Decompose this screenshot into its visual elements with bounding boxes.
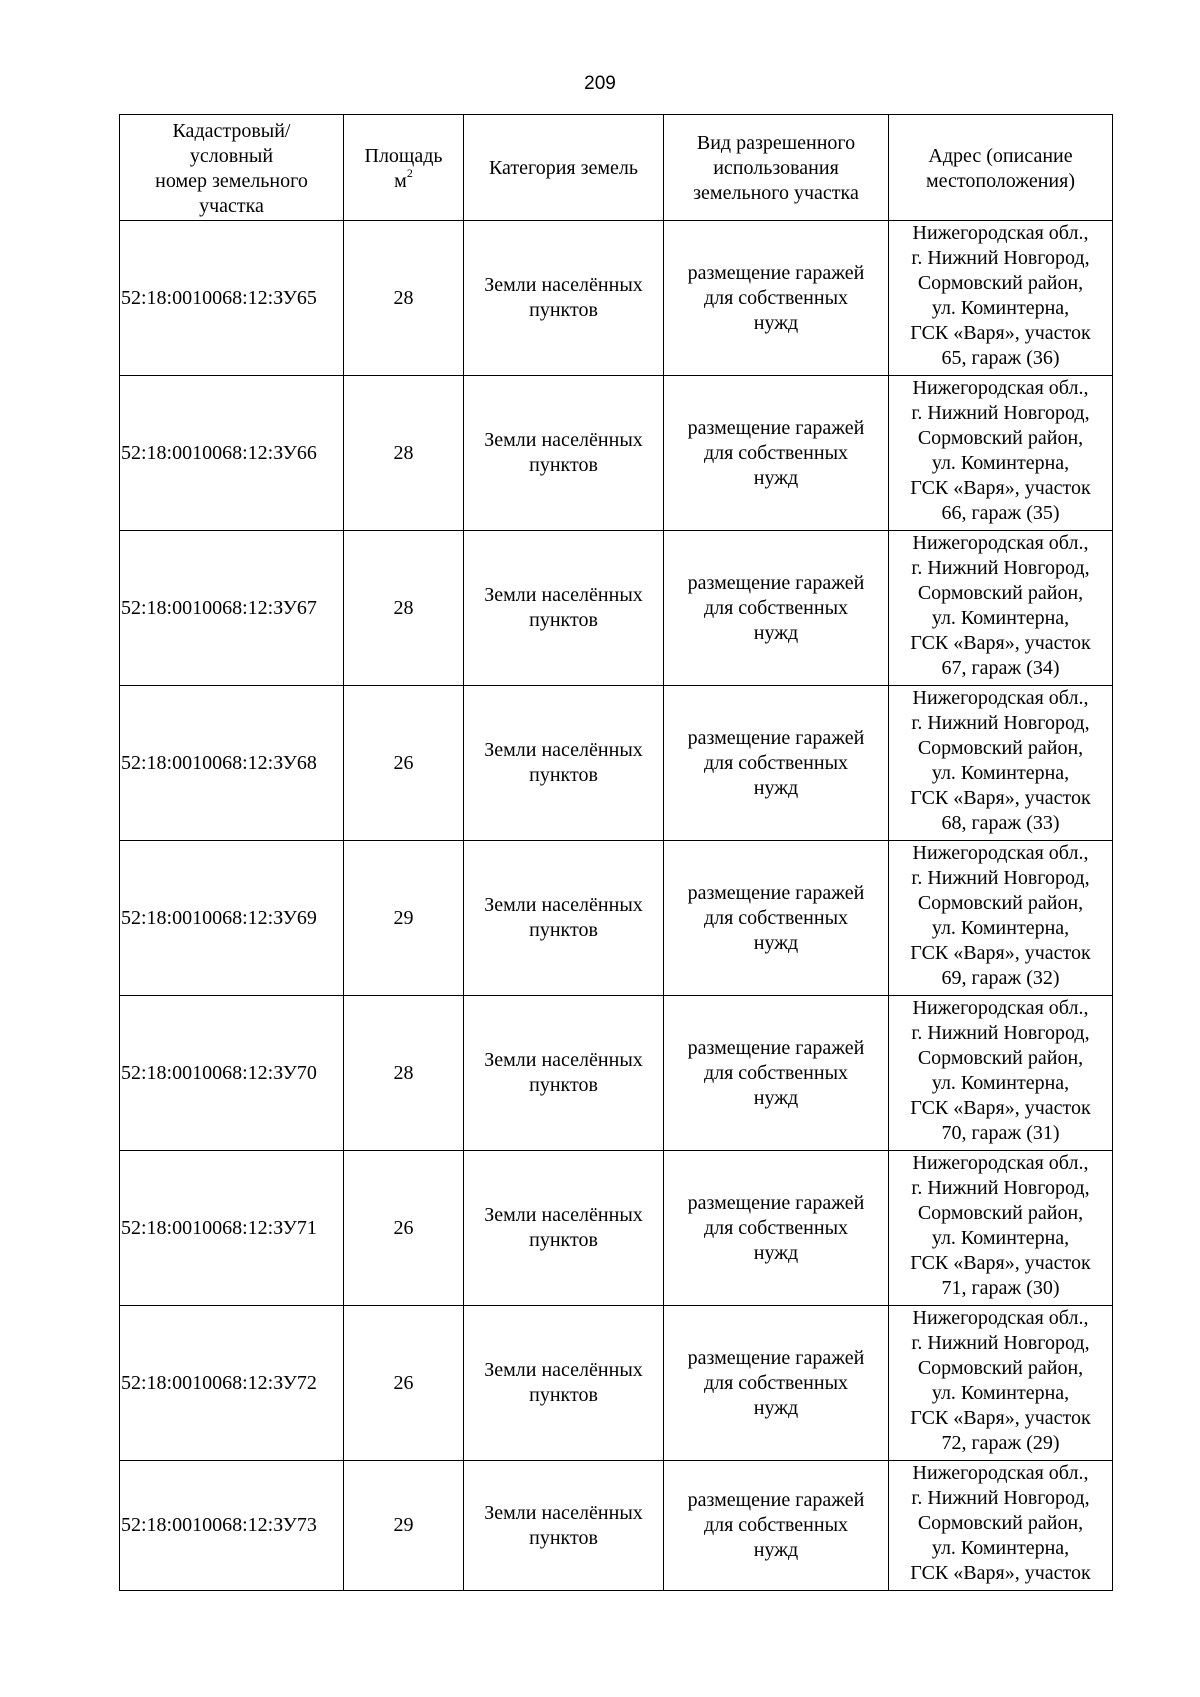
table-body	[120, 221, 1113, 1591]
cadastral-number-cell: 52:18:0010068:12:ЗУ70	[120, 996, 344, 1151]
area-cell: 26	[344, 1306, 464, 1461]
cadastral-number-cell: 52:18:0010068:12:ЗУ73	[120, 1461, 344, 1591]
address-line: г. Нижний Новгород,	[911, 402, 1090, 424]
address-line: ГСК «Варя», участок	[910, 1252, 1091, 1274]
address-line: ул. Коминтерна,	[931, 1072, 1070, 1094]
usage-line: нужд	[753, 621, 799, 644]
table-row	[120, 841, 1113, 996]
cadastral-number-cell: 52:18:0010068:12:ЗУ65	[120, 221, 344, 376]
page-number: 209	[584, 73, 616, 94]
category-line: пунктов	[529, 1229, 598, 1251]
address-line: ГСК «Варя», участок	[910, 1562, 1091, 1584]
usage-line: размещение гаражей	[687, 881, 865, 904]
usage-cell	[664, 686, 889, 841]
cadastral-number-cell: 52:18:0010068:12:ЗУ67	[120, 531, 344, 686]
usage-line: размещение гаражей	[687, 1346, 865, 1369]
usage-line: для собственных	[703, 1216, 849, 1239]
address-line: Сормовский район,	[917, 1202, 1084, 1224]
address-line: ул. Коминтерна,	[931, 607, 1070, 629]
address-line: Сормовский район,	[917, 1512, 1084, 1534]
cadastral-number-cell: 52:18:0010068:12:ЗУ69	[120, 841, 344, 996]
address-line: Сормовский район,	[917, 737, 1084, 759]
address-line: Сормовский район,	[917, 272, 1084, 294]
usage-line: нужд	[753, 931, 799, 954]
area-cell: 29	[344, 1461, 464, 1591]
usage-line: нужд	[753, 776, 799, 799]
header-row	[120, 115, 1113, 221]
address-cell	[889, 686, 1113, 841]
category-line: Земли населённых	[484, 429, 643, 451]
usage-line: нужд	[753, 1241, 799, 1264]
header-address-line: Адрес (описание	[928, 144, 1073, 167]
usage-line: для собственных	[703, 596, 849, 619]
table-row	[120, 531, 1113, 686]
address-line: Сормовский район,	[917, 1357, 1084, 1379]
category-line: Земли населённых	[484, 584, 643, 606]
usage-line: размещение гаражей	[687, 726, 865, 749]
usage-line: размещение гаражей	[687, 261, 865, 284]
usage-line: нужд	[753, 466, 799, 489]
usage-line: для собственных	[703, 286, 849, 309]
usage-line: нужд	[753, 311, 799, 334]
category-line: пунктов	[529, 1384, 598, 1406]
usage-line: размещение гаражей	[687, 571, 865, 594]
address-line: Нижегородская обл.,	[912, 222, 1089, 244]
address-line: ул. Коминтерна,	[931, 452, 1070, 474]
header-cadastral-line: номер земельного	[155, 169, 308, 192]
address-line: ГСК «Варя», участок	[910, 1407, 1091, 1429]
address-line: ул. Коминтерна,	[931, 762, 1070, 784]
address-line: 68, гараж (33)	[941, 812, 1060, 834]
table-header	[120, 115, 1113, 221]
address-line: 72, гараж (29)	[941, 1432, 1060, 1454]
address-line: Нижегородская обл.,	[912, 1462, 1089, 1484]
usage-cell	[664, 1461, 889, 1591]
area-cell: 28	[344, 531, 464, 686]
address-line: Сормовский район,	[917, 892, 1084, 914]
header-address-line: местоположения)	[925, 169, 1075, 192]
address-line: ГСК «Варя», участок	[910, 1097, 1091, 1119]
usage-line: размещение гаражей	[687, 416, 865, 439]
address-cell	[889, 376, 1113, 531]
address-line: ул. Коминтерна,	[931, 1382, 1070, 1404]
category-cell	[464, 531, 664, 686]
category-line: Земли населённых	[484, 894, 643, 916]
cadastral-number-cell: 52:18:0010068:12:ЗУ72	[120, 1306, 344, 1461]
table-row	[120, 221, 1113, 376]
address-line: 65, гараж (36)	[941, 347, 1060, 369]
address-line: г. Нижний Новгород,	[911, 712, 1090, 734]
address-line: Нижегородская обл.,	[912, 532, 1089, 554]
address-line: 69, гараж (32)	[941, 967, 1060, 989]
land-plots-table	[119, 114, 1113, 1591]
address-line: ул. Коминтерна,	[931, 1227, 1070, 1249]
address-line: ул. Коминтерна,	[931, 1537, 1070, 1559]
usage-cell	[664, 841, 889, 996]
category-cell	[464, 841, 664, 996]
area-cell: 28	[344, 376, 464, 531]
address-cell	[889, 1306, 1113, 1461]
usage-line: нужд	[753, 1086, 799, 1109]
address-line: г. Нижний Новгород,	[911, 1022, 1090, 1044]
address-line: Нижегородская обл.,	[912, 842, 1089, 864]
table-row	[120, 1151, 1113, 1306]
usage-line: нужд	[753, 1396, 799, 1419]
header-cadastral-line: условный	[189, 144, 274, 167]
category-cell	[464, 376, 664, 531]
usage-line: для собственных	[703, 1514, 849, 1536]
usage-cell	[664, 1151, 889, 1306]
header-category-line: Категория земель	[488, 157, 639, 179]
category-line: Земли населённых	[484, 1049, 643, 1071]
usage-line: размещение гаражей	[687, 1036, 865, 1059]
header-area-unit	[346, 165, 461, 194]
category-line: пунктов	[529, 454, 598, 476]
header-area	[344, 115, 464, 221]
table-row	[120, 686, 1113, 841]
table-row	[120, 1461, 1113, 1591]
address-line: ул. Коминтерна,	[931, 297, 1070, 319]
category-line: Земли населённых	[484, 739, 643, 761]
category-line: пунктов	[529, 1526, 598, 1549]
address-line: 71, гараж (30)	[941, 1277, 1060, 1299]
address-line: Сормовский район,	[917, 582, 1084, 604]
address-cell	[889, 1461, 1113, 1591]
header-category	[464, 115, 664, 221]
table-row	[120, 376, 1113, 531]
usage-cell	[664, 996, 889, 1151]
address-cell	[889, 1151, 1113, 1306]
cadastral-number-cell: 52:18:0010068:12:ЗУ68	[120, 686, 344, 841]
address-line: Нижегородская обл.,	[912, 1152, 1089, 1174]
header-usage-line: использования	[713, 157, 839, 179]
header-usage-line: Вид разрешенного	[696, 132, 856, 154]
cadastral-number-cell: 52:18:0010068:12:ЗУ66	[120, 376, 344, 531]
category-cell	[464, 1461, 664, 1591]
address-line: Нижегородская обл.,	[912, 1307, 1089, 1329]
category-line: Земли населённых	[484, 1359, 643, 1381]
address-line: г. Нижний Новгород,	[911, 1332, 1090, 1354]
area-cell: 26	[344, 1151, 464, 1306]
cadastral-number-cell: 52:18:0010068:12:ЗУ71	[120, 1151, 344, 1306]
address-line: ГСК «Варя», участок	[910, 477, 1091, 499]
area-cell: 28	[344, 996, 464, 1151]
address-line: 66, гараж (35)	[941, 502, 1060, 524]
address-line: 70, гараж (31)	[941, 1122, 1060, 1144]
category-cell	[464, 1151, 664, 1306]
area-cell: 28	[344, 221, 464, 376]
category-line: пунктов	[529, 1074, 598, 1096]
category-line: пунктов	[529, 299, 598, 321]
usage-line: для собственных	[703, 751, 849, 774]
header-area-line: Площадь	[364, 144, 443, 167]
usage-line: для собственных	[703, 1061, 849, 1084]
header-cadastral-line: участка	[199, 194, 264, 217]
table-row	[120, 996, 1113, 1151]
category-cell	[464, 686, 664, 841]
usage-cell	[664, 221, 889, 376]
usage-line: нужд	[753, 1539, 799, 1561]
category-cell	[464, 1306, 664, 1461]
address-line: 67, гараж (34)	[941, 657, 1060, 679]
address-line: Сормовский район,	[917, 427, 1084, 449]
usage-line: для собственных	[703, 906, 849, 929]
address-cell	[889, 996, 1113, 1151]
address-line: ГСК «Варя», участок	[910, 787, 1091, 809]
address-line: г. Нижний Новгород,	[911, 247, 1090, 269]
address-line: ул. Коминтерна,	[931, 917, 1070, 939]
address-cell	[889, 531, 1113, 686]
usage-cell	[664, 376, 889, 531]
address-cell	[889, 841, 1113, 996]
category-line: Земли населённых	[484, 1204, 643, 1226]
category-line: пунктов	[529, 919, 598, 941]
address-line: г. Нижний Новгород,	[911, 1487, 1090, 1509]
table-row	[120, 1306, 1113, 1461]
address-line: ГСК «Варя», участок	[910, 942, 1091, 964]
usage-line: размещение гаражей	[687, 1489, 865, 1511]
category-cell	[464, 221, 664, 376]
usage-cell	[664, 1306, 889, 1461]
area-cell: 29	[344, 841, 464, 996]
header-cadastral-line: Кадастровый/	[172, 119, 291, 142]
usage-line: размещение гаражей	[687, 1191, 865, 1214]
usage-line: для собственных	[703, 441, 849, 464]
address-line: Нижегородская обл.,	[912, 997, 1089, 1019]
usage-line: для собственных	[703, 1371, 849, 1394]
category-line: пунктов	[529, 609, 598, 631]
header-cadastral	[120, 115, 344, 221]
address-line: г. Нижний Новгород,	[911, 557, 1090, 579]
header-address	[889, 115, 1113, 221]
header-usage-line: земельного участка	[693, 182, 859, 204]
address-line: г. Нижний Новгород,	[911, 1177, 1090, 1199]
usage-cell	[664, 531, 889, 686]
address-line: Сормовский район,	[917, 1047, 1084, 1069]
category-line: пунктов	[529, 764, 598, 786]
address-cell	[889, 221, 1113, 376]
address-line: ГСК «Варя», участок	[910, 322, 1091, 344]
category-line: Земли населённых	[484, 1501, 643, 1524]
address-line: ГСК «Варя», участок	[910, 632, 1091, 654]
header-area-superscript: 2	[406, 165, 413, 180]
category-line: Земли населённых	[484, 274, 643, 296]
header-area-unit-text: м	[394, 169, 407, 192]
address-line: Нижегородская обл.,	[912, 687, 1089, 709]
address-line: Нижегородская обл.,	[912, 377, 1089, 399]
header-usage	[664, 115, 889, 221]
area-cell: 26	[344, 686, 464, 841]
address-line: г. Нижний Новгород,	[911, 867, 1090, 889]
category-cell	[464, 996, 664, 1151]
